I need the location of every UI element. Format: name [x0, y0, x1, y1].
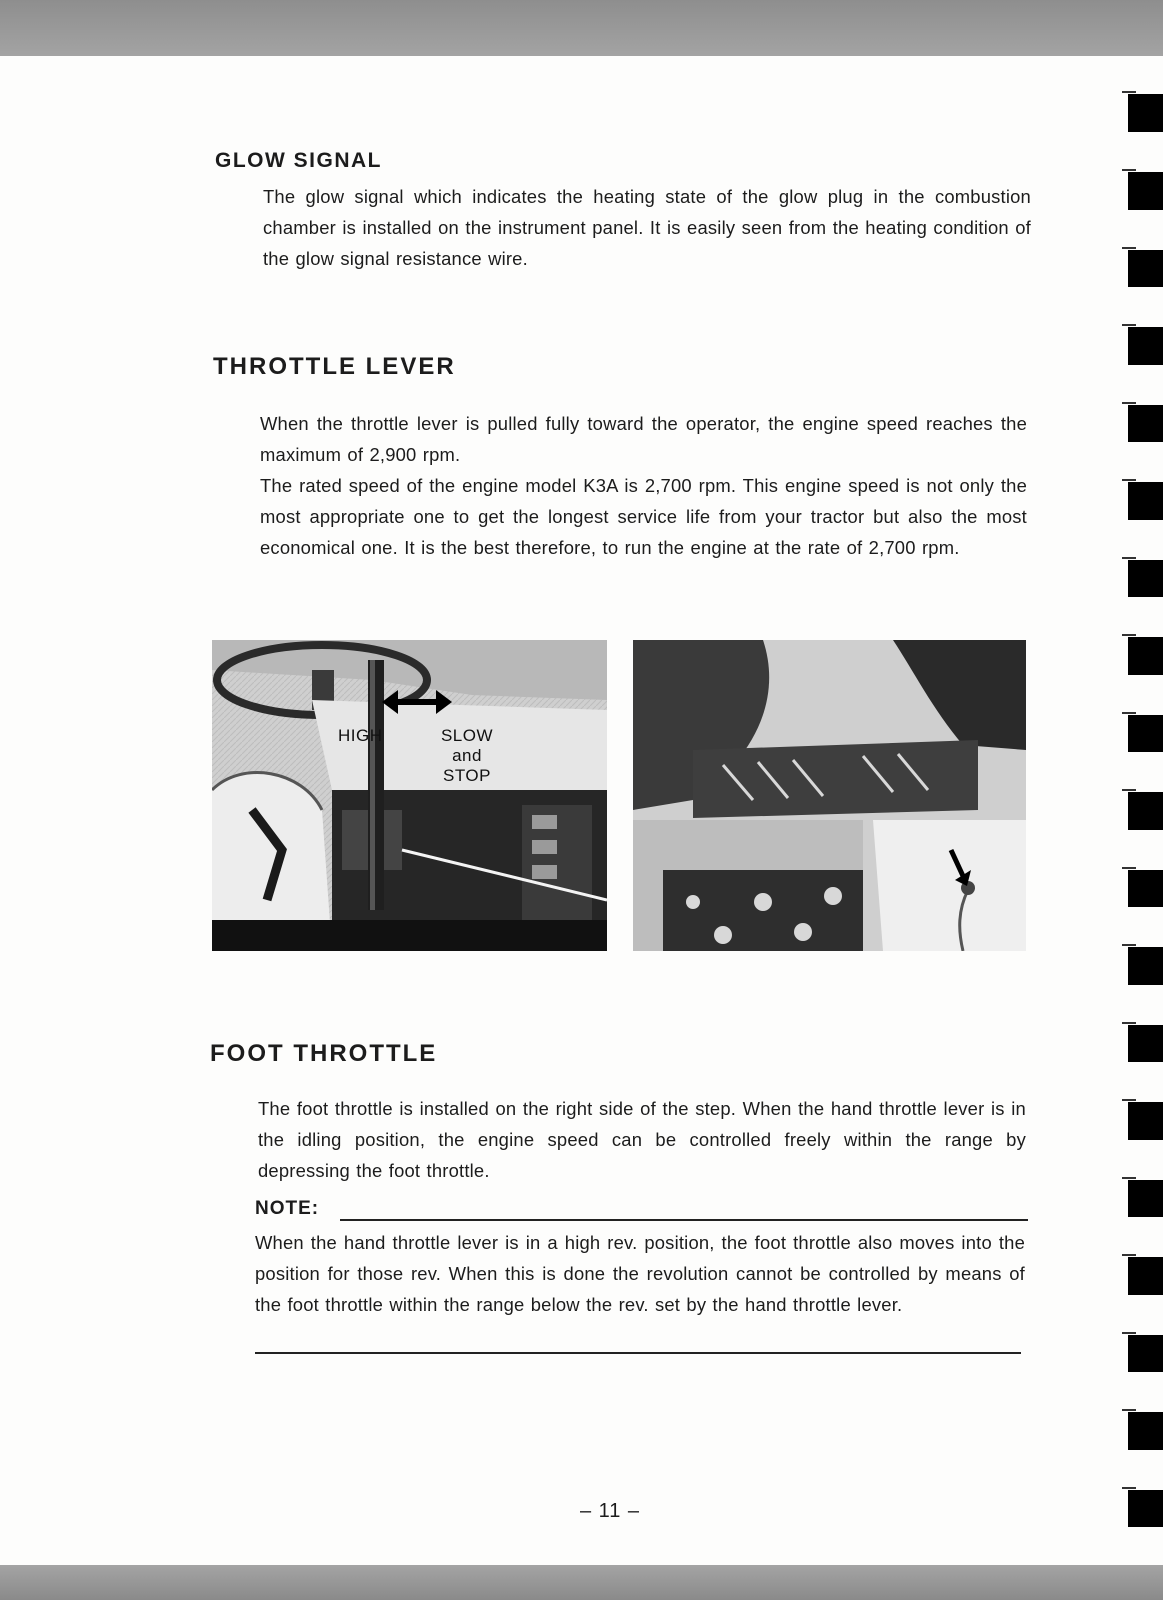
binding-hole — [1128, 405, 1163, 442]
label-high: HIGH — [338, 726, 383, 745]
binding-hole — [1128, 1180, 1163, 1217]
binding-hole — [1128, 1257, 1163, 1295]
label-stop: STOP — [443, 766, 491, 785]
scan-bottom-border — [0, 1565, 1163, 1600]
binding-hole — [1128, 1102, 1163, 1140]
throttle-lever-paragraph-1: When the throttle lever is pulled fully toward the operator, the engine speed reaches the maximum of 2,900 rpm. — [260, 413, 1027, 465]
throttle-lever-paragraph-2: The rated speed of the engine model K3A is 2,700 rpm. This engine speed is not only the most appropriate one to get the longest service life from your tractor but also the most economical one. It is the best therefore, to run the engine at the rate of 2,700 rpm. — [260, 475, 1027, 558]
binding-hole — [1128, 1025, 1163, 1062]
note-body: When the hand throttle lever is in a high rev. position, the foot throttle also moves into the position for those rev. When this is done the revolution cannot be controlled by means of the foot throttle within the range below the rev. set by the hand throttle lever. — [255, 1232, 1025, 1315]
binding-hole — [1128, 327, 1163, 365]
binding-hole — [1128, 715, 1163, 752]
throttle-lever-photo-art — [212, 640, 607, 951]
foot-throttle-body: The foot throttle is installed on the right side of the step. When the hand throttle lever is in the idling position, the engine speed can be controlled freely within the range by depressing the foot throttle. — [258, 1098, 1026, 1181]
binding-hole — [1128, 482, 1163, 520]
note-end-rule — [255, 1352, 1021, 1354]
glow-signal-heading: GLOW SIGNAL — [215, 149, 382, 172]
binding-hole — [1128, 94, 1163, 132]
binding-hole — [1128, 870, 1163, 907]
binding-hole — [1128, 792, 1163, 830]
note-label: NOTE: — [255, 1198, 320, 1219]
scan-top-border — [0, 0, 1163, 58]
binding-hole — [1128, 1412, 1163, 1450]
binding-hole — [1128, 1335, 1163, 1372]
label-slow-and-stop — [437, 726, 497, 786]
binding-hole — [1128, 172, 1163, 210]
foot-throttle-photo-art — [633, 640, 1026, 951]
label-slow: SLOW — [440, 726, 494, 745]
foot-throttle-heading: FOOT THROTTLE — [210, 1040, 438, 1067]
label-and: and — [452, 746, 482, 765]
binding-hole — [1128, 250, 1163, 287]
page-number: – 11 – — [579, 1500, 641, 1522]
foot-throttle-photo — [633, 640, 1026, 951]
binding-hole — [1128, 947, 1163, 985]
throttle-lever-heading: THROTTLE LEVER — [213, 353, 456, 380]
binding-hole — [1128, 1490, 1163, 1527]
note-rule — [340, 1219, 1028, 1221]
binding-hole — [1128, 637, 1163, 675]
throttle-lever-photo — [212, 640, 607, 951]
binding-hole — [1128, 560, 1163, 597]
glow-signal-body: The glow signal which indicates the heating state of the glow plug in the combustion chamber is installed on the instrument panel. It is easily seen from the heating condition of the glow signal resistance wire. — [263, 186, 1031, 269]
